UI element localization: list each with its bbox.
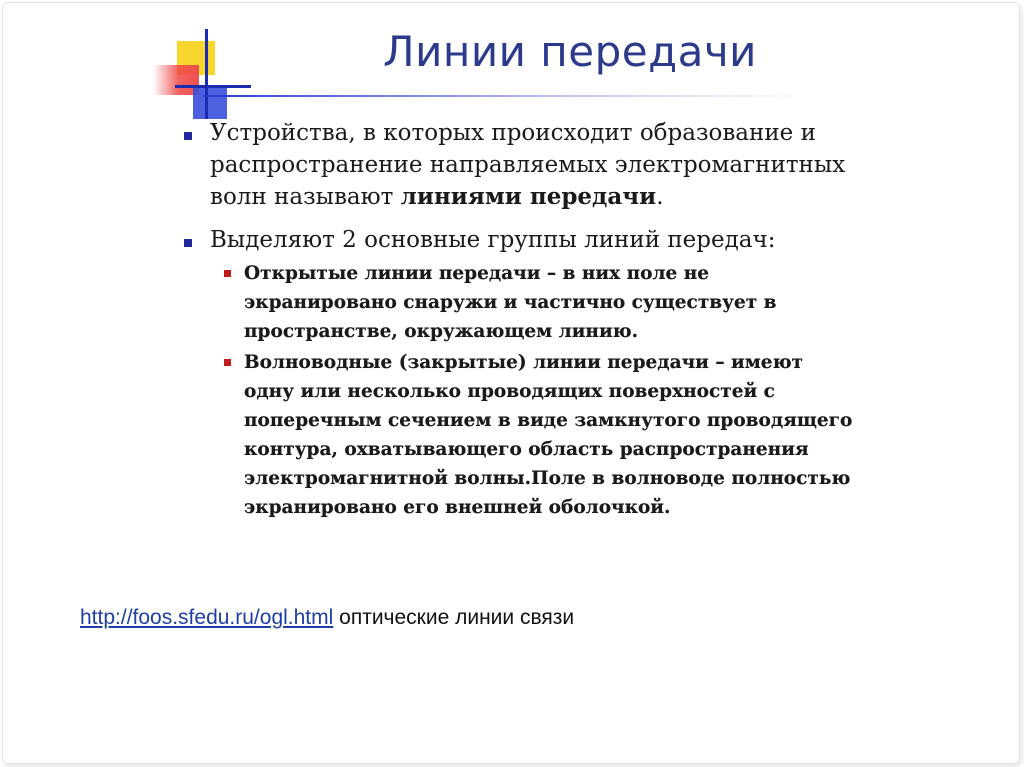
sub-bullet-1-line-1 <box>244 259 777 288</box>
slide-frame <box>2 2 1020 764</box>
bullet-2 <box>210 224 775 256</box>
sub-bullet-2-line-2: одну или несколько проводящих поверхностей с <box>244 381 775 402</box>
sub-bullet-2-term: Волноводные (закрытые) линии передачи <box>244 352 709 373</box>
sub-bullet-2-line-1-rest: – имеют <box>708 352 804 373</box>
bullet-1-period: . <box>656 184 664 210</box>
bullet-1 <box>210 117 845 213</box>
bullet-1-term: линиями передачи <box>400 183 657 210</box>
bullet-square-icon <box>184 132 192 140</box>
footer-note <box>80 606 574 630</box>
bullet-1-line-1: Устройства, в которых происходит образование и <box>210 120 816 146</box>
sub-bullet-2-line-3: поперечным сечением в виде замкнутого проводящего <box>244 410 853 431</box>
sub-bullet-square-icon <box>224 359 231 366</box>
sub-bullet-1-line-1-rest: – в них поле не <box>540 263 710 284</box>
bullet-square-icon <box>184 239 192 247</box>
bullet-1-line-3-text: волн называют <box>210 184 401 210</box>
sub-bullet-square-icon <box>224 270 231 277</box>
bullet-1-line-3 <box>210 181 845 213</box>
sub-bullet-1-line-3: пространстве, окружающем линию. <box>244 321 639 342</box>
source-link[interactable]: http://foos.sfedu.ru/ogl.html <box>80 606 334 629</box>
footer-text: оптические линии связи <box>333 606 575 629</box>
sub-bullet-2-line-4: контура, охватывающего область распространения <box>244 439 809 460</box>
sub-bullet-1-term: Открытые линии передачи <box>244 263 541 284</box>
sub-bullet-2 <box>244 348 852 522</box>
bullet-1-line-2: распространение направляемых электромагнитных <box>210 152 846 178</box>
sub-bullet-2-line-5: электромагнитной волны.Поле в волноводе полностью <box>244 468 851 489</box>
sub-bullet-2-line-1 <box>244 348 852 377</box>
slide-title: Линии передачи <box>383 27 757 76</box>
sub-bullet-1 <box>244 259 777 346</box>
sub-bullet-1-line-2: экранировано снаружи и частично существует в <box>244 292 777 313</box>
bullet-2-text: Выделяют 2 основные группы линий передач: <box>210 227 776 253</box>
slide-content <box>3 3 1019 763</box>
sub-bullet-2-line-6: экранировано его внешней оболочкой. <box>244 497 671 518</box>
